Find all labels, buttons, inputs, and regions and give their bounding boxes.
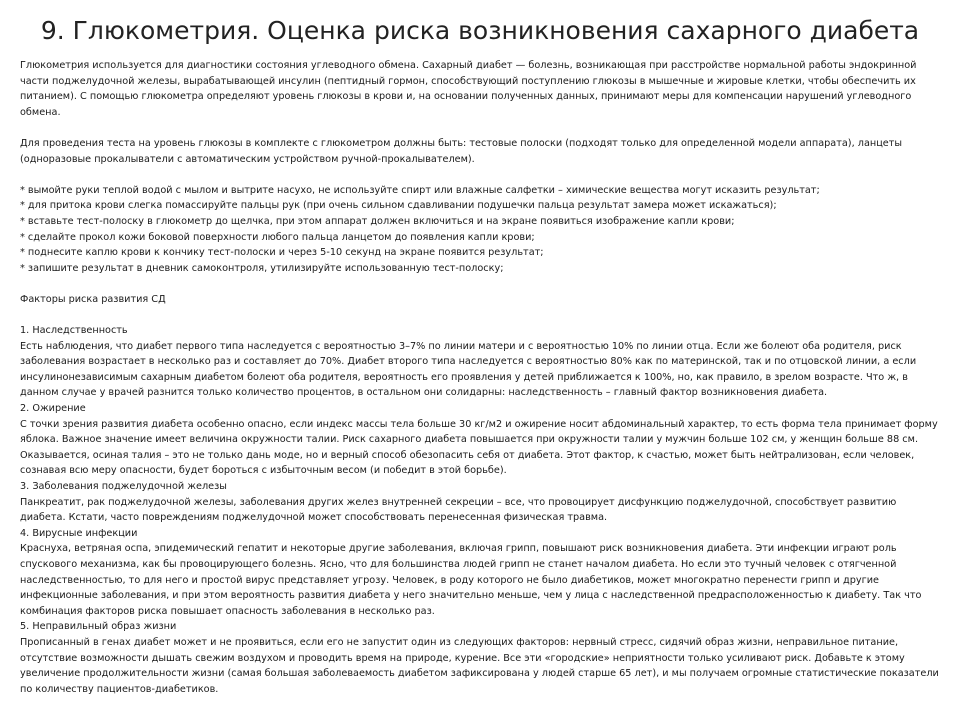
factor-heading: 4. Вирусные инфекции xyxy=(20,527,138,539)
step-item: * вымойте руки теплой водой с мылом и вытрите насухо, не используйте спирт или влажные салфетки – химические вещества могут исказить результат; xyxy=(20,184,820,196)
risk-factors-heading: Факторы риска развития СД xyxy=(20,293,166,305)
factor-text: С точки зрения развития диабета особенно опасно, если индекс массы тела больше 30 кг/м2 и ожирение носит абдоминальный характер, то есть форма тела принимает форму яблока. Важное значение имеет величина окружности талии. Риск сахарного диабета повышается при окружности талии у мужчин больше 102 см, у женщин больше 88 см. Оказывается, осиная талия – это не только дань моде, но и верный способ обезопасить себя от диабета. Этот фактор, к счастью, может быть нейтрализован, если человек, сознавая всю меру опасности, будет бороться с избыточным весом (и победит в этой борьбе). xyxy=(20,418,938,477)
intro-paragraph: Глюкометрия используется для диагностики состояния углеводного обмена. Сахарный диабет — болезнь, возникающая при расстройстве нормальной работы эндокринной части поджелудочной железы, вырабатывающей инсулин (пептидный гормон, способствующий поступлению глюкозы в мышечные и жировые клетки, чтобы обеспечить их питанием). С помощью глюкометра определяют уровень глюкозы в крови и, на основании полученных данных, принимают меры для компенсации нарушений углеводного обмена. xyxy=(20,60,917,118)
factor-text: Краснуха, ветряная оспа, эпидемический гепатит и некоторые другие заболевания, включая грипп, повышают риск возникновения диабета. Эти инфекции играют роль спускового механизма, как бы провоцирующего болезнь. Ясно, что для большинства людей грипп не станет началом диабета. Но если это тучный человек с отягченной наследственностью, то для него и простой вирус представляет угрозу. Человек, в роду которого не было диабетиков, может многократно перенести грипп и другие инфекционные заболевания, и при этом вероятность развития диабета у него значительно меньше, чем у лица с наследственной предрасположенностью к диабету. Так что комбинация факторов риска повышает опасность заболевания в несколько раз. xyxy=(20,543,922,617)
factor-heading: 5. Неправильный образ жизни xyxy=(20,621,177,633)
step-item: * запишите результат в дневник самоконтроля, утилизируйте использованную тест-полоску; xyxy=(20,262,504,274)
step-item: * сделайте прокол кожи боковой поверхности любого пальца ланцетом до появления капли крови; xyxy=(20,231,535,243)
step-item: * вставьте тест-полоску в глюкометр до щелчка, при этом аппарат должен включиться и на экране появиться изображение капли крови; xyxy=(20,215,735,227)
spacer xyxy=(20,167,944,183)
steps-list xyxy=(20,183,944,277)
risk-factors-list xyxy=(20,323,944,697)
slide-title: 9. Глюкометрия. Оценка риска возникновения сахарного диабета xyxy=(40,16,920,45)
factor-heading: 2. Ожирение xyxy=(20,403,86,415)
step-item: * для притока крови слегка помассируйте пальцы рук (при очень сильном сдавливании подушечки пальца результат замера может искажаться); xyxy=(20,200,777,212)
factor-text: Прописанный в генах диабет может и не проявиться, если его не запустит один из следующих факторов: нервный стресс, сидячий образ жизни, неправильное питание, отсутствие возможности дышать свежим воздухом и проводить время на природе, курение. Все эти «городские» неприятности только усиливают риск. Добавьте к этому увеличение продолжительности жизни (самая большая заболеваемость диабетом зафиксирована у людей старше 65 лет), и мы получаем огромные статистические показатели по количеству пациентов-диабетиков. xyxy=(20,636,939,695)
spacer xyxy=(20,276,944,292)
factor-text: Есть наблюдения, что диабет первого типа наследуется с вероятностью 3–7% по линии матери и с вероятностью 10% по линии отца. Если же болеют оба родителя, риск заболевания возрастает в несколько раз и составляет до 70%. Диабет второго типа наследуется с вероятностью 80% как по материнской, так и по отцовской линии, а если инсулинонезависимым сахарным диабетом болеют оба родителя, вероятность его проявления у детей приближается к 100%, но, как правило, в зрелом возрасте. Что ж, в данном случае у врачей разнится только количество процентов, в остальном они солидарны: наследственность – главный фактор возникновения диабета. xyxy=(20,340,917,399)
slide-body xyxy=(20,58,944,697)
spacer xyxy=(20,308,944,324)
factor-heading: 3. Заболевания поджелудочной железы xyxy=(20,481,227,493)
spacer xyxy=(20,120,944,136)
step-item: * поднесите каплю крови к кончику тест-полоски и через 5-10 секунд на экране появится результат; xyxy=(20,247,544,259)
factor-text: Панкреатит, рак поджелудочной железы, заболевания других желез внутренней секреции – все, что провоцирует дисфункцию поджелудочной, способствует развитию диабета. Кстати, часто повреждениям поджелудочной может способствовать перенесенная физическая травма. xyxy=(20,496,897,524)
factor-heading: 1. Наследственность xyxy=(20,325,128,337)
kit-paragraph: Для проведения теста на уровень глюкозы в комплекте с глюкометром должны быть: тестовые полоски (подходят только для определенной модели аппарата), ланцеты (одноразовые прокалыватели с автоматическим устройством ручной-прокалывателем). xyxy=(20,137,903,165)
